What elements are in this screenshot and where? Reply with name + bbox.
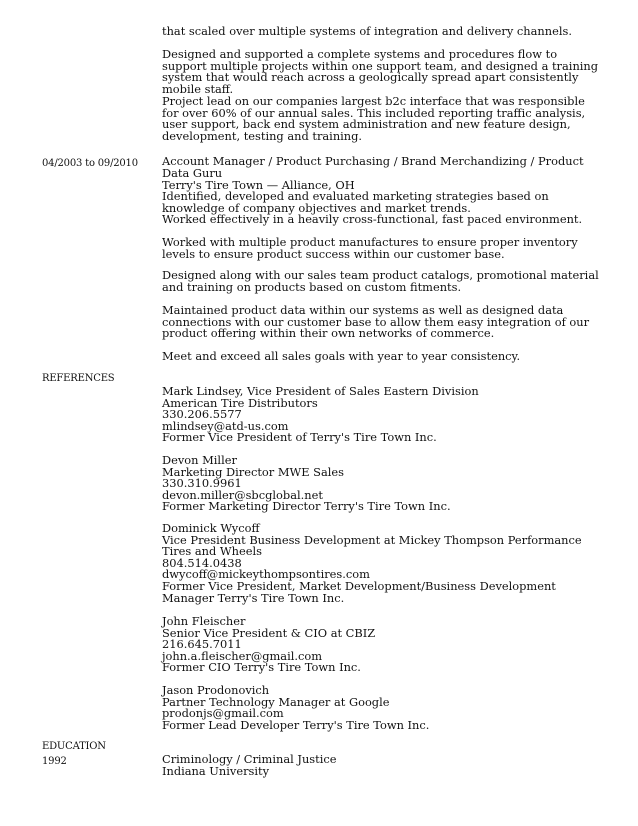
job-paragraph: Maintained product data within our systems as well as designed data connections with our customer base to allow them easy integration of our product offering within their own networks of commerce. (162, 303, 590, 341)
education-year: 1992 (42, 756, 67, 767)
reference-email: dwycoff@mickeythompsontires.com (162, 567, 370, 582)
job-company: Terry's Tire Town — Alliance, OH (162, 178, 355, 192)
reference-entry (162, 523, 602, 604)
education-school: Indiana University (162, 763, 270, 778)
reference-org: American Tire Distributors (162, 395, 318, 410)
reference-phone: 804.514.0438 (162, 555, 242, 570)
job-paragraph: Worked with multiple product manufactures to ensure proper inventory levels to ensure product success within our customer base. (162, 235, 578, 261)
reference-entry (162, 455, 602, 513)
reference-note: Former CIO Terry's Tire Town Inc. (162, 660, 361, 675)
reference-phone: 330.310.9961 (162, 476, 242, 491)
reference-note: Former Vice President of Terry's Tire Town Inc. (162, 430, 437, 445)
reference-entry (162, 386, 602, 444)
experience-paragraph: Project lead on our companies largest b2c interface that was responsible for over 60% of our annual sales. This included reporting traffic analysis, user support, back end system administration and new feature design, development, testing and training. (162, 94, 586, 143)
job-paragraph: Designed along with our sales team product catalogs, promotional material and training on products based on custom fitments. (162, 268, 599, 294)
education-degree: Criminology / Criminal Justice (162, 752, 337, 766)
reference-email: devon.miller@sbcglobal.net (162, 487, 323, 502)
reference-email: john.a.fleischer@gmail.com (162, 648, 323, 663)
job-description: Identified, developed and evaluated marketing strategies based on knowledge of company objectives and market trends. (162, 189, 549, 215)
reference-note: Former Lead Developer Terry's Tire Town Inc. (162, 717, 430, 732)
reference-name: Devon Miller (162, 453, 237, 467)
reference-name: Dominick Wycoff (162, 521, 260, 535)
job-paragraph: Meet and exceed all sales goals with year to year consistency. (162, 349, 521, 363)
reference-org: Vice President Business Development at Mickey Thompson Performance Tires and Wheels (162, 532, 582, 559)
reference-name: Mark Lindsey, Vice President of Sales Eastern Division (162, 384, 479, 398)
reference-note: Former Marketing Director Terry's Tire Town Inc. (162, 499, 451, 514)
references-heading: REFERENCES (42, 373, 115, 384)
reference-name: Jason Prodonovich (162, 683, 270, 697)
reference-email: mlindsey@atd-us.com (162, 418, 289, 433)
job-description: Worked effectively in a heavily cross-functional, fast paced environment. (162, 212, 583, 226)
reference-org: Senior Vice President & CIO at CBIZ (162, 625, 376, 640)
job-dates: 04/2003 to 09/2010 (42, 158, 138, 169)
reference-name: John Fleischer (162, 614, 246, 628)
job-title: Account Manager / Product Purchasing / Brand Merchandizing / Product Data Guru (162, 154, 584, 180)
reference-phone: 330.206.5577 (162, 407, 242, 422)
experience-paragraph: Designed and supported a complete systems and procedures flow to support multiple projects within one support team, and designed a training system that would reach across a geologically spread apart consistently mobile staff. (162, 47, 599, 96)
reference-email: prodonjs@gmail.com (162, 706, 284, 721)
experience-paragraph: that scaled over multiple systems of integration and delivery channels. (162, 24, 572, 38)
reference-org: Partner Technology Manager at Google (162, 694, 390, 709)
reference-entry (162, 685, 602, 731)
education-entry (162, 754, 602, 777)
reference-phone: 216.645.7011 (162, 637, 242, 652)
reference-org: Marketing Director MWE Sales (162, 464, 344, 479)
education-heading: EDUCATION (42, 741, 106, 752)
reference-entry (162, 616, 602, 674)
reference-note: Former Vice President, Market Development/Business Development Manager Terry's Tire Town Inc. (162, 578, 556, 605)
